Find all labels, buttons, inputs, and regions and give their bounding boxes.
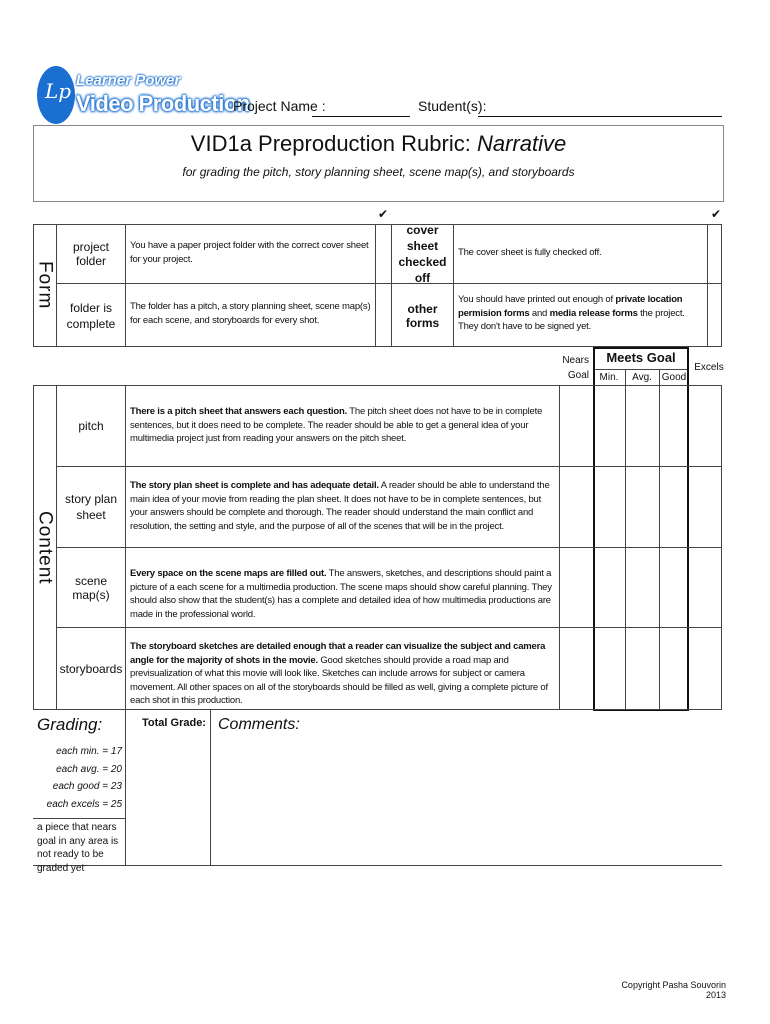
grading-line: each excels = 25 [46, 798, 122, 810]
logo-line2: Video Production [76, 91, 250, 116]
content-row-description: The story plan sheet is complete and has adequate detail. A reader should be able to understand the main idea of your movie from reading the plan sheet. It does not have to be in complete sentences, but your answers should be complete and thorough. The reader should understand the main conflict and resolution, the setting and style, and the purpose of all of the scenes that will be in the project. [130, 480, 550, 532]
form-side-label: Form [34, 261, 56, 310]
form-row-label: project folder [72, 240, 110, 268]
comments-field[interactable] [218, 740, 718, 860]
avg-header: Avg. [632, 372, 652, 383]
total-grade-field[interactable] [130, 740, 206, 860]
content-row-description: The storyboard sketches are detailed enough that a reader can visualize the subject and camera angle for the majority of shots in the movie. Good sketches should provide a road map and previsualization of what this movie will look like. Sketches can include arrows for subject or camera movement. All other spaces on all of the storyboards should be filled as well, giving a complete picture of each shot in this production. [130, 641, 548, 706]
grading-title: Grading: [37, 715, 103, 734]
total-grade-label: Total Grade: [142, 717, 206, 729]
grading-note: a piece that nears goal in any area is not ready to be graded yet [37, 822, 119, 874]
project-name-label: Project Name : [233, 98, 326, 114]
check-mark-icon: ✔ [378, 207, 389, 221]
content-row-label: story plan sheet [64, 492, 118, 522]
form-row-description: The folder has a pitch, a story planning sheet, scene map(s) for each scene, and storyboards for every shot. [130, 301, 371, 326]
form-row-label2: other forms [405, 301, 440, 330]
content-row-label: scene map(s) [72, 573, 110, 602]
grading-line: each min. = 17 [56, 746, 122, 757]
comments-label: Comments: [218, 716, 300, 733]
form-row-description2: You should have printed out enough of private location permision forms and media release forms the project. They don't have to be signed yet. [458, 294, 685, 332]
meets-goal-header: Meets Goal [606, 350, 676, 365]
nears-goal-header: Nears Goal [562, 355, 589, 381]
logo-line1: Learner Power [76, 72, 181, 89]
students-label: Student(s): [418, 98, 487, 114]
content-row-label: pitch [78, 419, 104, 433]
good-header: Good [661, 372, 687, 383]
form-row-description: You have a paper project folder with the correct cover sheet for your project. [130, 240, 369, 265]
content-side-label: Content [34, 510, 56, 585]
min-header: Min. [599, 372, 619, 383]
grading-list [40, 743, 122, 813]
grading-line: each good = 23 [52, 781, 122, 792]
page-subtitle: for grading the pitch, story planning sheet, scene map(s), and storyboards [182, 165, 575, 179]
check-mark-icon: ✔ [711, 207, 722, 221]
content-row-description: Every space on the scene maps are filled out. The answers, sketches, and descriptions should paint a picture of a each scene for a multimedia production. The scene maps should show careful planning. They should also show that the student(s) has a complete and detailed idea of how multimedia productions are made in the professional world. [130, 568, 552, 620]
content-row-description: There is a pitch sheet that answers each question. The pitch sheet does not have to be in complete sentences, but it does need to be complete. The reader should be able to get a general idea of your multimedia project just from reading your answers on the pitch sheet. [130, 406, 543, 444]
title-box [33, 125, 724, 202]
project-name-field[interactable] [312, 116, 410, 117]
students-field[interactable] [478, 116, 722, 117]
copyright: Copyright Pasha Souvorin 2013 [621, 980, 726, 1000]
form-row-description2: The cover sheet is fully checked off. [458, 247, 602, 258]
logo-monogram: Lp [45, 79, 72, 103]
content-row-label: storyboards [59, 662, 123, 676]
form-row-label: folder is complete [66, 300, 116, 331]
excels-header: Excels [694, 362, 724, 373]
form-row-label2: cover sheet checked off [398, 223, 447, 285]
grading-line: each avg. = 20 [56, 763, 122, 775]
page-title: VID1a Preproduction Rubric: Narrative [190, 131, 567, 156]
